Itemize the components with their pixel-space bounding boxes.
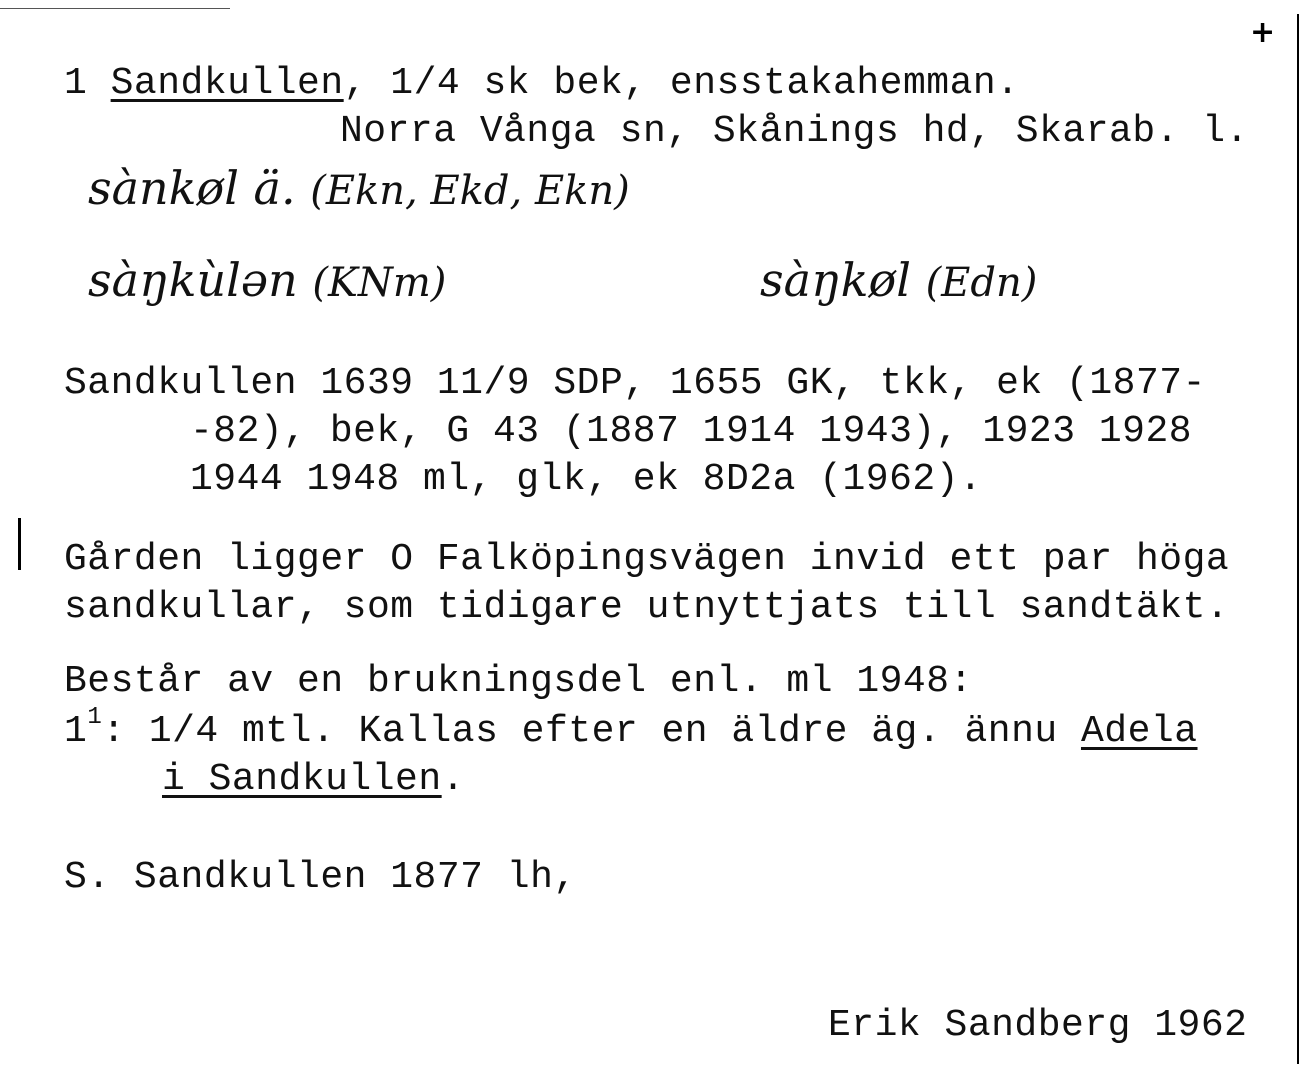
handwritten-line-3 <box>760 252 1037 311</box>
description-line-1: Gården ligger O Falköpingsvägen invid ett par höga <box>64 538 1230 581</box>
entry-number: 1 <box>64 62 88 105</box>
records-line-2: -82), bek, G 43 (1887 1914 1943), 1923 1928 <box>190 410 1193 453</box>
reference-line: S. Sandkullen 1877 lh, <box>64 856 577 899</box>
header-details: , 1/4 sk bek, ensstakahemman. <box>343 62 1020 105</box>
place-name: Sandkullen <box>110 62 344 105</box>
nickname-part-2: i Sandkullen <box>162 758 442 801</box>
unit-text: : 1/4 mtl. Kallas efter en äldre äg. ännu <box>102 710 1081 753</box>
pronunciation-3: sàŋkøl <box>760 253 911 307</box>
unit-number: 1 <box>64 710 88 753</box>
card-right-edge <box>1297 14 1299 1064</box>
handwritten-line-1 <box>88 160 630 219</box>
pronunciation-2: sàŋkùlən <box>88 253 298 307</box>
description-line-2: sandkullar, som tidigare utnyttjats till sandtäkt. <box>64 586 1230 629</box>
margin-mark <box>18 518 21 570</box>
composition-line-2 <box>64 704 1198 754</box>
unit-superscript: 1 <box>87 704 103 732</box>
pronunciation-3-source: (Edn) <box>925 260 1038 306</box>
nickname-part-1: Adela <box>1080 710 1198 753</box>
composition-line-3 <box>162 758 465 802</box>
composition-line-1: Består av en brukningsdel enl. ml 1948: <box>64 660 973 703</box>
handwritten-line-2 <box>88 252 446 311</box>
plus-mark: + <box>1250 15 1276 50</box>
card-top-edge <box>0 8 230 9</box>
records-line-3: 1944 1948 ml, glk, ek 8D2a (1962). <box>190 458 983 501</box>
signature: Erik Sandberg 1962 <box>828 1004 1248 1047</box>
pronunciation-1-source: (Ekn, Ekd, Ekn) <box>310 168 630 214</box>
pronunciation-1: sànkøl ä. <box>88 161 296 215</box>
records-line-1: Sandkullen 1639 11/9 SDP, 1655 GK, tkk, ek (1877- <box>64 362 1206 405</box>
nickname-end: . <box>441 758 465 801</box>
header-line <box>64 62 1019 106</box>
pronunciation-2-source: (KNm) <box>312 260 447 306</box>
location-line: Norra Vånga sn, Skånings hd, Skarab. l. <box>340 110 1249 153</box>
